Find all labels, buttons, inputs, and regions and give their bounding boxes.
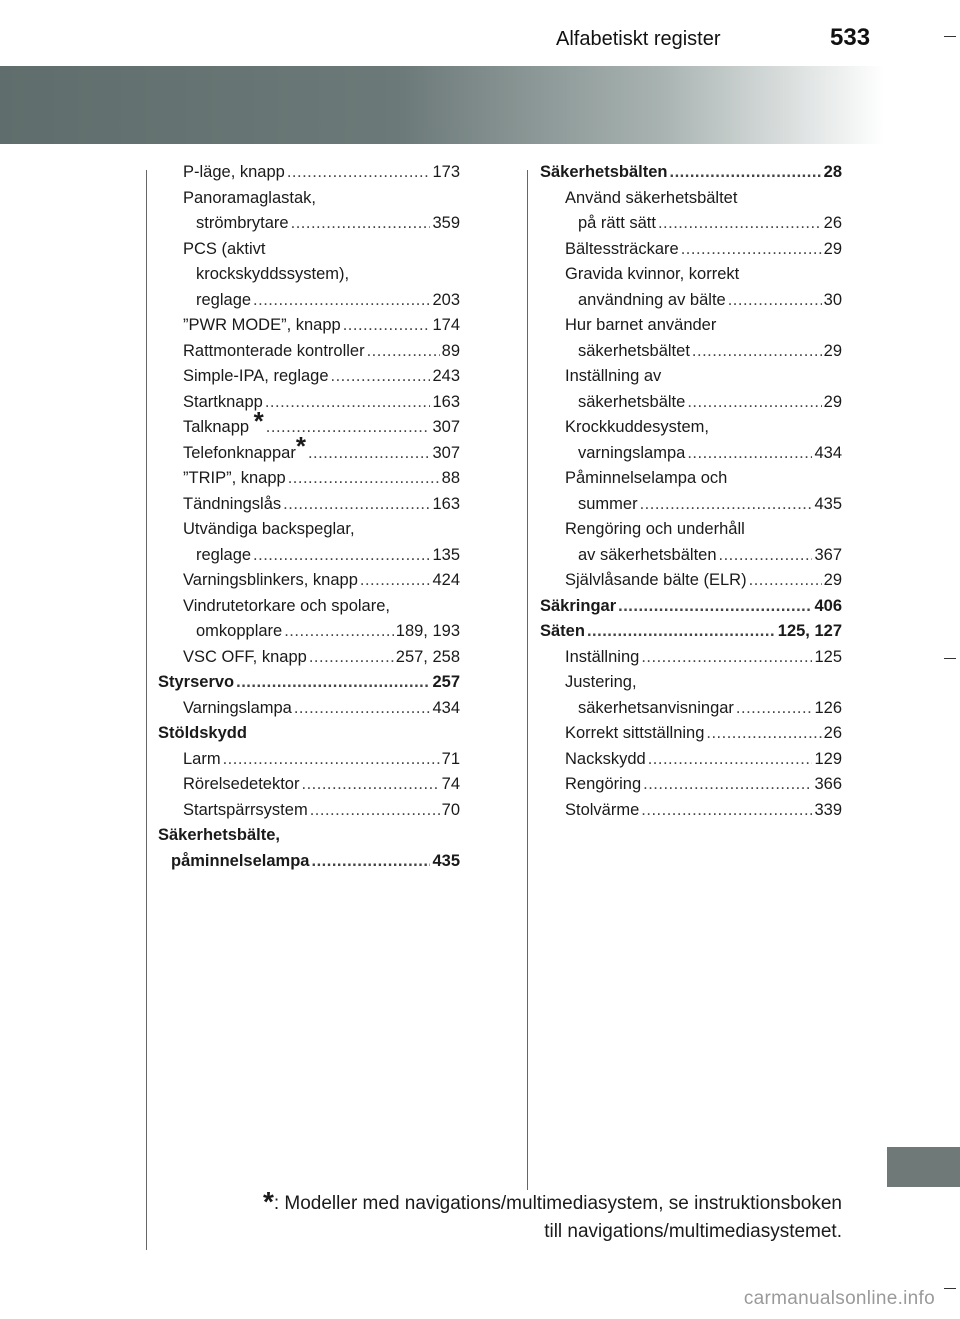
index-entry: Inställning ..... 125 [540,645,842,671]
index-entry: på rätt sätt ..... 26 [540,211,842,237]
index-column-left [158,160,460,874]
index-entry: Bältessträckare ..... 29 [540,237,842,263]
crop-mark [944,1288,956,1289]
index-entry: Talknapp * ..... 307 [158,415,460,441]
index-entry: summer ..... 435 [540,492,842,518]
index-entry: Startspärrsystem ..... 70 [158,798,460,824]
index-entry: Rörelsedetektor ..... 74 [158,772,460,798]
index-entry-text: PCS (aktivt [183,239,266,258]
page-number: 533 [830,24,871,51]
footnote-line-1: : Modeller med navigations/multimediasystem, se instruktionsboken [273,1193,842,1214]
index-entry-text: Justering, [565,673,637,691]
index-entry-text: Krockkuddesystem, [565,418,709,436]
index-entry-text: Använd säkerhetsbältet [565,188,738,207]
index-entry: Varningslampa ..... 434 [158,696,460,722]
index-entry: P-läge, knapp ..... 173 [158,160,460,186]
footnote-star: * [262,1186,274,1217]
index-heading: Säkringar ..... 406 [540,594,842,620]
margin-rule [146,170,147,1250]
index-entry: av säkerhetsbälten ..... 367 [540,543,842,569]
watermark: carmanualsonline.info [743,1288,935,1309]
index-entry: Nackskydd ..... 129 [540,747,842,773]
index-entry: ”PWR MODE”, knapp ..... 174 [158,313,460,339]
header-banner [0,66,885,144]
index-heading: Stöldskydd [158,724,247,742]
index-entry: Rattmonterade kontroller ..... 89 [158,339,460,365]
index-entry-text: krockskyddssystem), [196,265,350,283]
index-entry: Tändningslås ..... 163 [158,492,460,518]
index-entry: användning av bälte ..... 30 [540,288,842,314]
section-thumb-tab [887,1147,960,1187]
index-entry: strömbrytare ..... 359 [158,211,460,237]
crop-mark [944,36,956,37]
index-entry-text: Utvändiga backspeglar, [183,520,355,538]
crop-mark [944,658,956,659]
footnote-star: * [253,405,264,436]
index-entry: Startknapp ..... 163 [158,390,460,416]
index-entry: Larm ..... 71 [158,747,460,773]
column-divider [527,170,528,1190]
index-entry: Självlåsande bälte (ELR) ..... 29 [540,568,842,594]
index-entry: säkerhetsbältet ..... 29 [540,339,842,365]
index-entry: säkerhetsanvisningar ..... 126 [540,696,842,722]
index-entry: ”TRIP”, knapp ..... 88 [158,466,460,492]
index-heading: Säkerhetsbälte, [158,826,280,844]
index-entry: reglage ..... 203 [158,288,460,314]
index-entry-text: Gravida kvinnor, korrekt [565,265,740,283]
index-entry: varningslampa ..... 434 [540,441,842,467]
index-entry: Rengöring ..... 366 [540,772,842,798]
index-entry: Korrekt sittställning ..... 26 [540,721,842,747]
footnote-line-2: till navigations/multimediasystemet. [544,1221,842,1242]
index-entry: reglage ..... 135 [158,543,460,569]
footnote-star: * [295,431,306,461]
index-entry: Simple-IPA, reglage ..... 243 [158,364,460,390]
index-entry: Stolvärme ..... 339 [540,798,842,824]
index-entry-text: Vindrutetorkare och spolare, [183,596,390,615]
section-title: Alfabetiskt register [556,28,721,50]
index-column-right [540,160,842,823]
index-entry: omkopplare ..... 189, 193 [158,619,460,645]
index-heading: Säten ..... 125, 127 [540,619,842,645]
index-entry-text: Inställning av [565,367,662,385]
footnote [160,1188,842,1246]
index-heading: Säkerhetsbälten ..... 28 [540,160,842,186]
index-heading: påminnelselampa ..... 435 [158,849,460,875]
index-entry-text: Påminnelselampa och [565,469,728,487]
index-entry-text: Hur barnet använder [565,316,717,334]
index-entry: Varningsblinkers, knapp ..... 424 [158,568,460,594]
index-heading: Styrservo ..... 257 [158,670,460,696]
index-entry: säkerhetsbälte ..... 29 [540,390,842,416]
index-entry: Telefonknappar* ..... 307 [158,441,460,467]
index-entry-text: Rengöring och underhåll [565,520,745,538]
index-entry-text: Panoramaglastak, [183,188,316,207]
index-entry: VSC OFF, knapp ..... 257, 258 [158,645,460,671]
